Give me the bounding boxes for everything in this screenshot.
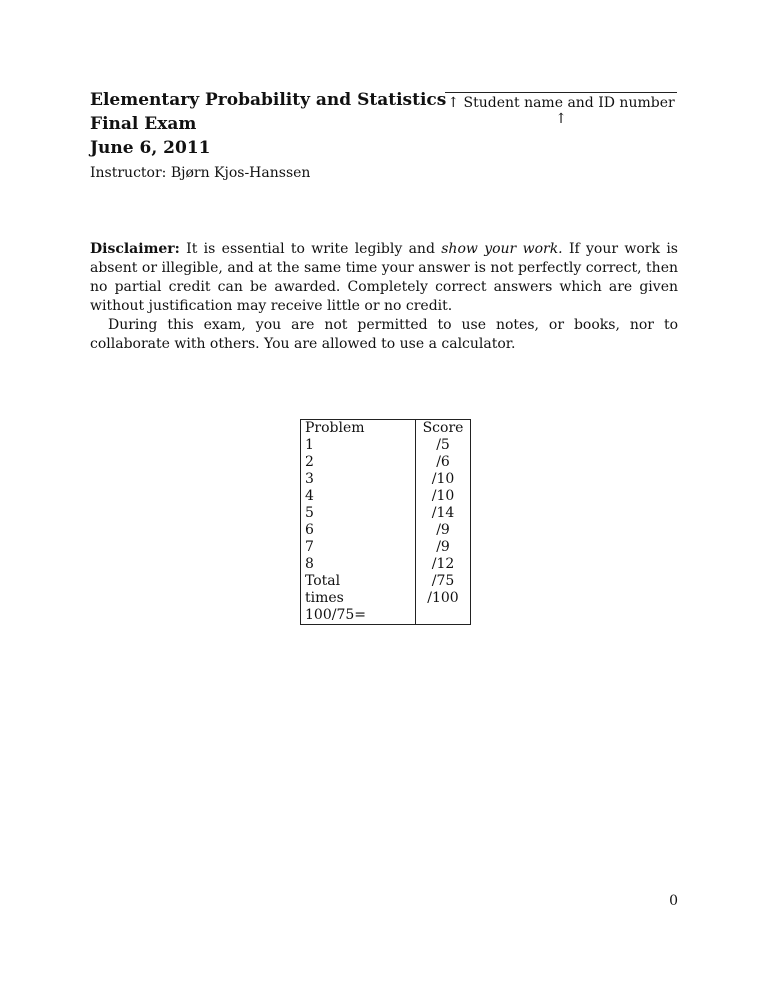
table-row [301,556,471,573]
score-table [300,419,471,625]
table-row [301,573,471,590]
disclaimer [90,240,678,354]
table-row [301,505,471,522]
score-cell[interactable]: /100 [427,590,459,606]
problem-cell: Total [301,573,416,590]
disclaimer-paragraph-1 [90,240,678,316]
table-row [301,437,471,454]
score-cell[interactable]: /10 [431,488,455,504]
score-column-header: Score [422,420,464,436]
problem-cell: 4 [301,488,416,505]
page-number: 0 [669,893,678,909]
exam-date: June 6, 2011 [90,138,211,158]
problem-cell: times 100/75= [301,590,416,625]
problem-column-header: Problem [301,420,416,438]
score-cell[interactable]: /10 [431,471,455,487]
course-title: Elementary Probability and Statistics [90,90,447,110]
score-cell[interactable]: /12 [431,556,455,572]
problem-cell: 2 [301,454,416,471]
problem-cell: 6 [301,522,416,539]
score-table-header-row [301,420,471,438]
student-name-label: ↑ Student name and ID number ↑ [447,95,675,127]
table-row [301,522,471,539]
table-row [301,539,471,556]
problem-cell: 7 [301,539,416,556]
table-row [301,590,471,625]
score-cell[interactable]: /9 [436,539,450,555]
disclaimer-label: Disclaimer: [90,241,180,257]
disclaimer-paragraph-2: During this exam, you are not permitted to use notes, or books, nor to collaborate with others. You are allowed to use a calculator. [90,317,678,352]
score-cell[interactable]: /75 [431,573,455,589]
exam-name: Final Exam [90,114,197,134]
problem-cell: 3 [301,471,416,488]
table-row [301,454,471,471]
problem-cell: 1 [301,437,416,454]
exam-title-block [90,88,446,160]
score-cell[interactable]: /5 [436,437,450,453]
problem-cell: 5 [301,505,416,522]
score-cell[interactable]: /14 [431,505,455,521]
score-cell[interactable]: /6 [436,454,450,470]
score-cell[interactable]: /9 [436,522,450,538]
student-name-field[interactable] [445,92,677,127]
table-row [301,488,471,505]
table-row [301,471,471,488]
problem-cell: 8 [301,556,416,573]
disclaimer-text-1: It is essential to write legibly and [179,241,442,257]
disclaimer-emphasis: show your work. [441,241,563,257]
instructor-line: Instructor: Bjørn Kjos-Hanssen [90,165,311,181]
disclaimer-text-2: If your work is absent or illegible, and at the same time your answer is not perfectly correct, then no partial credit can be awarded. Completely correct answers which are given without justification may receive little or no credit. [90,241,678,314]
